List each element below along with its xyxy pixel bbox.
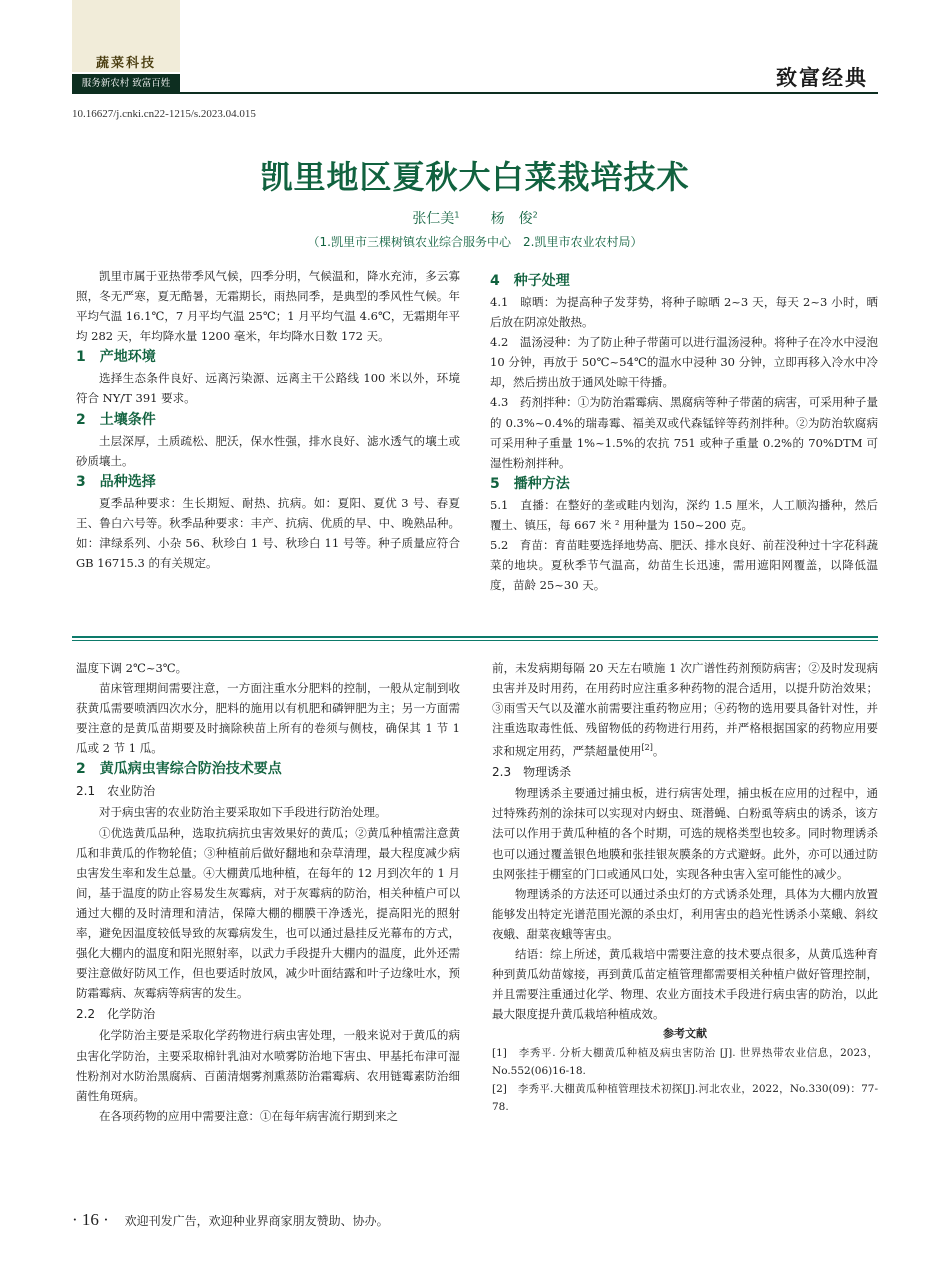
intro-paragraph: 凯里市属于亚热带季风气候，四季分明，气候温和，降水充沛，多云寡照，冬无严寒，夏无酷暑，无霜期长，雨热同季，是典型的季风性气候。年平均气温 16.1℃，7 月平均气温 25℃；1 月平均气温 4.6℃，无霜期年平均 282 天，年均降水量 1200 毫米，年均降水日数 172 天。 <box>76 269 460 344</box>
paragraph-drugs-end: 。 <box>652 744 665 759</box>
section-heading-cucumber: 2 黄瓜病虫害综合防治技术要点 <box>76 761 282 778</box>
paragraph-4-3: 4.3 药剂拌种：①为防治霜霉病、黑腐病等种子带菌的病害，可采用种子量的 0.3%~0.4%的瑞毒霉、福美双或代森锰锌等药剂拌种。②为防治软腐病可采用种子重量 1%~1.5%的农抗 751 或种子重量 0.2%的 70%DTM 可湿性粉剂拌种。 <box>490 395 878 470</box>
footer <box>72 1210 389 1230</box>
author-1-sup: 1 <box>454 210 460 220</box>
references-heading: 参考文献 <box>663 1027 707 1041</box>
paragraph-drugs <box>492 658 878 761</box>
bottom-left-column <box>76 658 460 1126</box>
author-2: 杨 俊 <box>490 211 533 227</box>
paragraph-2-2a: 化学防治主要是采取化学药物进行病虫害处理，一般来说对于黄瓜的病虫害化学防治，主要采取棉针乳油对水喷雾防治地下害虫、甲基托布津可湿性粉剂对水防治黑腐病、百菌清烟雾剂熏蒸防治霜霉病、农用链霉素防治细菌性角斑病。 <box>76 1028 460 1103</box>
paragraph-drugs-text: 前，未发病期每隔 20 天左右喷施 1 次广谱性药剂预防病害；②及时发现病虫害并及时用药，在用药时应注重多种药物的混合适用，以提升防治效果；③雨雪天气以及灌水前需要注重药物应用；④药物的选用要具备针对性，并注重选取毒性低、残留物低的药物进行用药，并严格根据国家的药物应用要求和规定用药，严禁超量使用 <box>492 661 878 759</box>
journal-slogan: 服务新农村 致富百姓 <box>72 74 180 94</box>
bottom-right-column <box>492 658 878 1116</box>
doi: 10.16627/j.cnki.cn22-1215/s.2023.04.015 <box>72 108 256 120</box>
paragraph-2-1b: ①优选黄瓜品种，选取抗病抗虫害效果好的黄瓜；②黄瓜种植需注意黄瓜和非黄瓜的作物轮值；③种植前后做好翻地和杂草清理，最大程度减少病虫害发生率和发生总量。④大棚黄瓜地种植，在每年的 12 月到次年的 1 月间，基于温度的防止容易发生灰霉病，对于灰霉病的防治，相关种植户可以通过大棚的及时清理和清洁，保障大棚的棚膜干净透光，提高阳光的照射率，避免因温度较低导致的灰霉病发生，也可以通过悬挂反光幕布的方式，强化大棚内的温度和阳光照射率，以武力手段提升大棚内的温度，此外还需要注意做好防风工作，但也要适时放风，减少叶面结露和叶子边缘吐水，预防霜霉病、灰霉病等病害的发生。 <box>76 825 460 1001</box>
section-heading-1: 1 产地环境 <box>76 349 156 366</box>
section-heading-4: 4 种子处理 <box>490 273 570 289</box>
citation-2: [2] <box>641 743 653 753</box>
paragraph-2-3b: 物理诱杀的方法还可以通过杀虫灯的方式诱杀处理，具体为大棚内放置能够发出特定光谱范围光源的杀虫灯，利用害虫的趋光性诱杀小菜蛾、斜纹夜蛾、甜菜夜蛾等害虫。 <box>492 886 878 941</box>
section-heading-5: 5 播种方法 <box>490 475 570 492</box>
author-1: 张仁美 <box>412 211 455 227</box>
paragraph-5-1: 5.1 直播：在整好的垄或畦内划沟，深约 1.5 厘米，人工顺沟播种，然后覆土、镇压，每 667 米 ² 用种量为 150~200 克。 <box>490 497 878 532</box>
subheading-2-1: 2.1 农业防治 <box>76 784 156 799</box>
paragraph-2-1a: 对于病虫害的农业防治主要采取如下手段进行防治处理。 <box>99 805 387 820</box>
subheading-2-3: 2.3 物理诱杀 <box>492 765 572 780</box>
paragraph-4-1: 4.1 晾晒：为提高种子发芽势，将种子晾晒 2~3 天，每天 2~3 小时，晒后放在阴凉处散热。 <box>490 295 878 330</box>
paragraph-2-3a: 物理诱杀主要通过捕虫板，进行病害处理，捕虫板在应用的过程中，通过特殊药剂的涂抹可以实现对内蚜虫、斑潜蝇、白粉虱等病虫的诱杀，该方法可以作用于黄瓜种植的各个时期，可选的规格类型也较多。同时物理诱杀也可以通过覆盖银色地膜和张挂银灰膜条的方式避蚜。此外，亦可以通过防虫网张挂于棚室的门口或通风口处，实现各种虫害入室可能性的减少。 <box>492 786 878 881</box>
paragraph-3: 夏季品种要求：生长期短、耐热、抗病。如：夏阳、夏优 3 号、春夏王、鲁白六号等。秋季品种要求：丰产、抗病、优质的早、中、晚熟品种。如：津绿系列、小杂 56、秋珍白 1 号、秋珍白 11 号等。种子质量应符合 GB 16715.3 的有关规定。 <box>76 495 460 571</box>
author-2-sup: 2 <box>532 210 538 220</box>
journal-logo: 蔬菜科技 <box>95 56 156 71</box>
paragraph-2-2b: 在各项药物的应用中需要注意：①在每年病害流行期到来之 <box>99 1108 398 1123</box>
section-heading-3: 3 品种选择 <box>76 473 156 490</box>
paragraph-5-2: 5.2 育苗：育苗畦要选择地势高、肥沃、排水良好、前茬没种过十字花科蔬菜的地块。夏秋季节气温高，幼苗生长迅速，需用遮阳网覆盖，以降低温度，苗龄 25~30 天。 <box>490 538 878 593</box>
paragraph-4-2: 4.2 温汤浸种：为了防止种子带菌可以进行温汤浸种。将种子在冷水中浸泡 10 分钟，再放于 50℃~54℃的温水中浸种 30 分钟，立即再移入冷水中冷却，然后捞出放于通风处晾干待播。 <box>490 335 878 390</box>
paragraph-temp: 温度下调 2℃~3℃。 <box>76 661 188 675</box>
authors <box>0 208 950 228</box>
page-number: · 16 · <box>72 1210 109 1229</box>
top-right-column <box>490 270 878 595</box>
paragraph-1: 选择生态条件良好、远离污染源、远离主干公路线 100 米以外，环境符合 NY/T 391 要求。 <box>76 371 460 406</box>
section-divider-thin <box>72 640 878 641</box>
section-title: 致富经典 <box>776 66 868 90</box>
paragraph-conclusion: 结语：综上所述，黄瓜栽培中需要注意的技术要点很多，从黄瓜选种育种到黄瓜幼苗嫁接，再到黄瓜苗定植管理都需要相关种植户做好管理控制，并且需要注重通过化学、物理、农业方面技术手段进行病虫害的防治，以此最大限度提升黄瓜栽培种植成效。 <box>492 947 878 1022</box>
affiliations: （1.凯里市三棵树镇农业综合服务中心 2.凯里市农业农村局） <box>307 235 643 249</box>
reference-1: [1] 李秀平. 分析大棚黄瓜种植及病虫害防治 [J]. 世界热带农业信息，2023，No.552(06)16-18. <box>492 1047 878 1078</box>
paragraph-seedbed: 苗床管理期间需要注意，一方面注重水分肥料的控制，一般从定制到收获黄瓜需要喷洒四次水分，肥料的施用以有机肥和磷钾肥为主；另一方面需要注意的是黄瓜苗期要及时摘除秧苗上所有的卷须与侧枝，确保其 1 节 1 瓜或 2 节 1 瓜。 <box>76 681 460 756</box>
paragraph-2: 土层深厚，土质疏松、肥沃，保水性强，排水良好、滤水透气的壤土或砂质壤土。 <box>76 433 460 468</box>
footer-text: 欢迎刊发广告，欢迎种业界商家朋友赞助、协办。 <box>124 1214 389 1228</box>
reference-2: [2] 李秀平.大棚黄瓜种植管理技术初探[J].河北农业，2022，No.330(09)：77-78. <box>492 1083 878 1114</box>
article-title: 凯里地区夏秋大白菜栽培技术 <box>260 158 690 196</box>
top-left-column <box>76 266 460 573</box>
header-rule <box>180 92 878 94</box>
subheading-2-2: 2.2 化学防治 <box>76 1007 156 1022</box>
section-heading-2: 2 土壤条件 <box>76 411 156 428</box>
section-divider <box>72 636 878 638</box>
